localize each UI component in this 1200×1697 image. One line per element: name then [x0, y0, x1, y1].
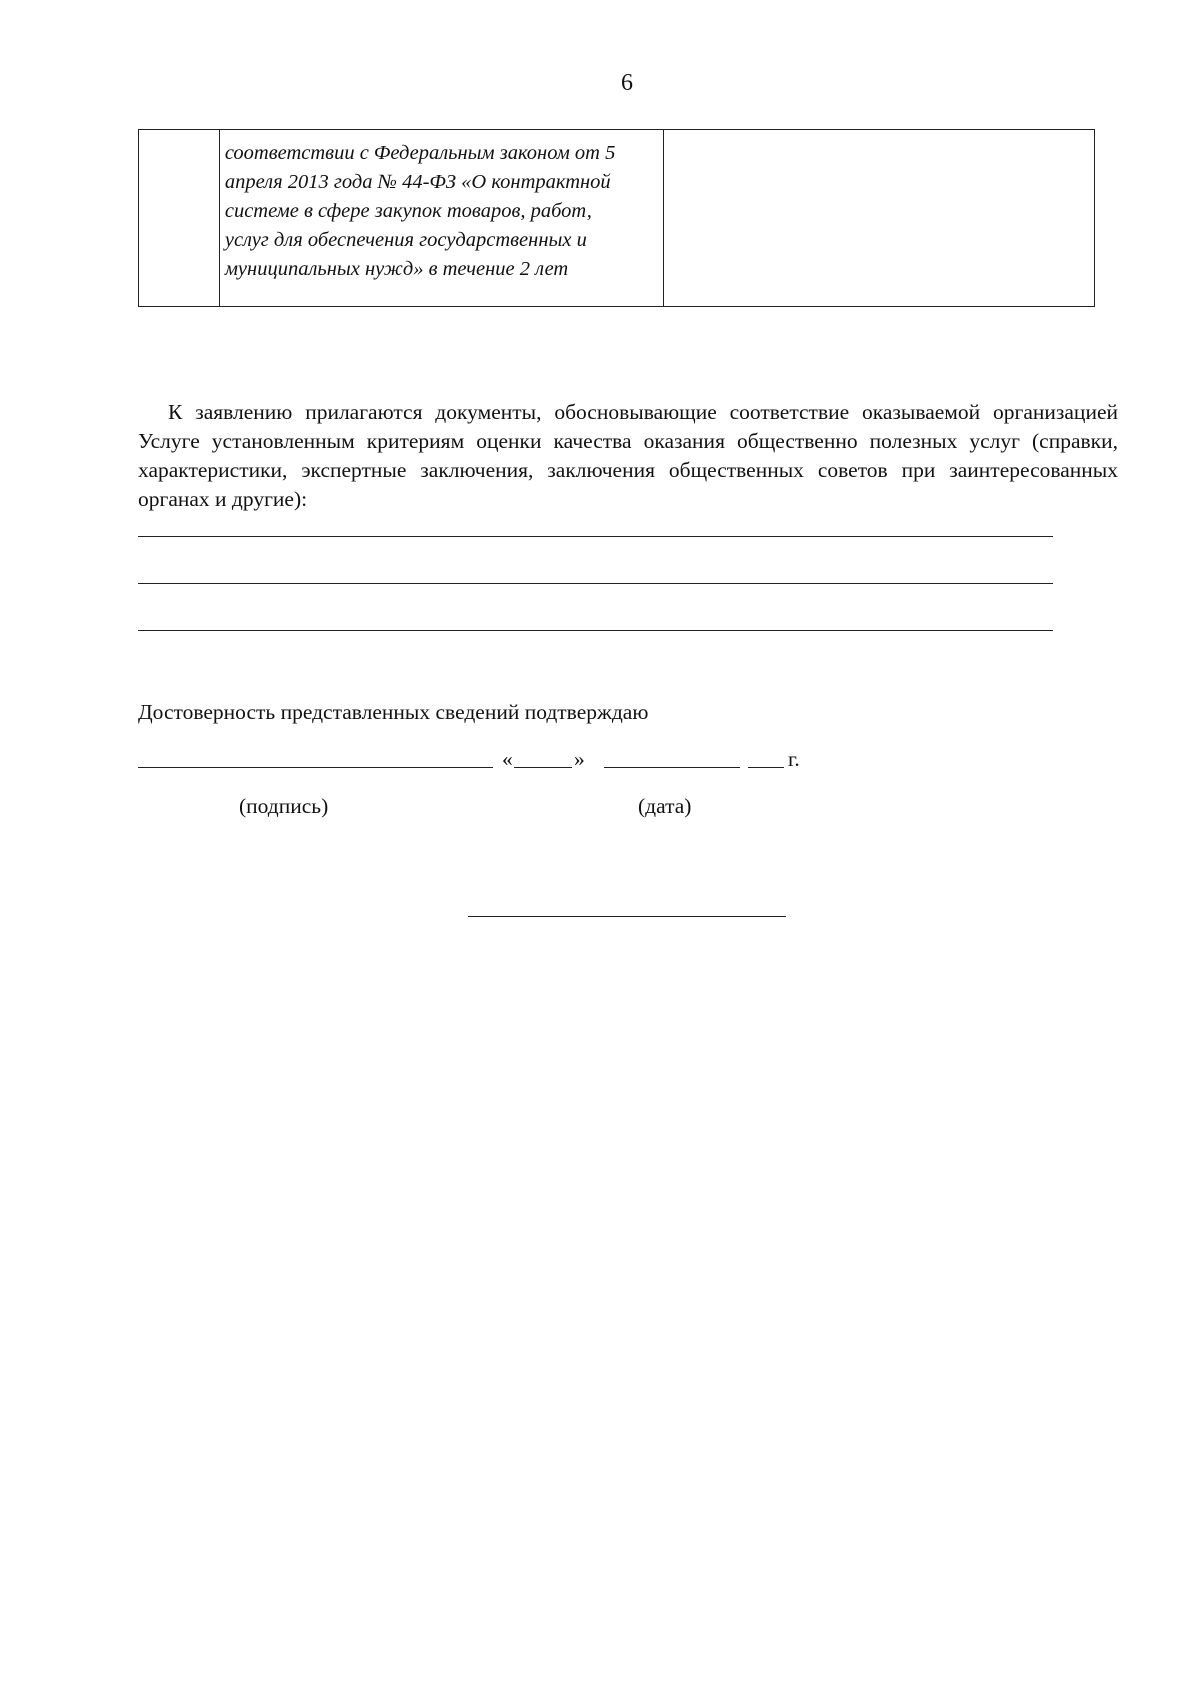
signature-caption: (подпись) [239, 794, 329, 818]
date-caption: (дата) [638, 794, 692, 818]
criterion-line: услуг для обеспечения государственных и [224, 229, 587, 251]
signature-blank [138, 767, 493, 768]
open-quote: « [502, 747, 513, 771]
page-number: 6 [621, 70, 633, 96]
criterion-line: системе в сфере закупок товаров, работ, [224, 200, 592, 222]
day-blank [514, 767, 572, 768]
table-cell-value [663, 130, 1094, 307]
table-cell-criterion [219, 130, 663, 307]
end-divider [468, 916, 786, 917]
documents-fill-line [138, 583, 1053, 584]
table-cell-number [139, 130, 220, 307]
attachment-paragraph: К заявлению прилагаются документы, обосновывающие соответствие оказываемой организацией Услуге установленным критериям оценки качества оказания общественно полезных услуг (справки, характеристики, экспертные заключения, заключения общественных советов при заинтересованных органах и другие): [138, 400, 1118, 511]
criterion-line: муниципальных нужд» в течение 2 лет [224, 258, 569, 280]
criterion-line: соответствии с Федеральным законом от 5 [224, 142, 616, 164]
confirmation-text: Достоверность представленных сведений подтверждаю [138, 700, 649, 724]
year-suffix: г. [788, 747, 800, 771]
close-quote: » [574, 747, 585, 771]
year-blank [748, 767, 784, 768]
month-blank [604, 767, 740, 768]
signature-date-row [138, 742, 838, 772]
criterion-line: апреля 2013 года № 44-ФЗ «О контрактной [224, 171, 611, 193]
table-row [139, 130, 1095, 307]
documents-fill-line [138, 630, 1053, 631]
documents-fill-line [138, 536, 1053, 537]
criteria-table [138, 129, 1095, 307]
